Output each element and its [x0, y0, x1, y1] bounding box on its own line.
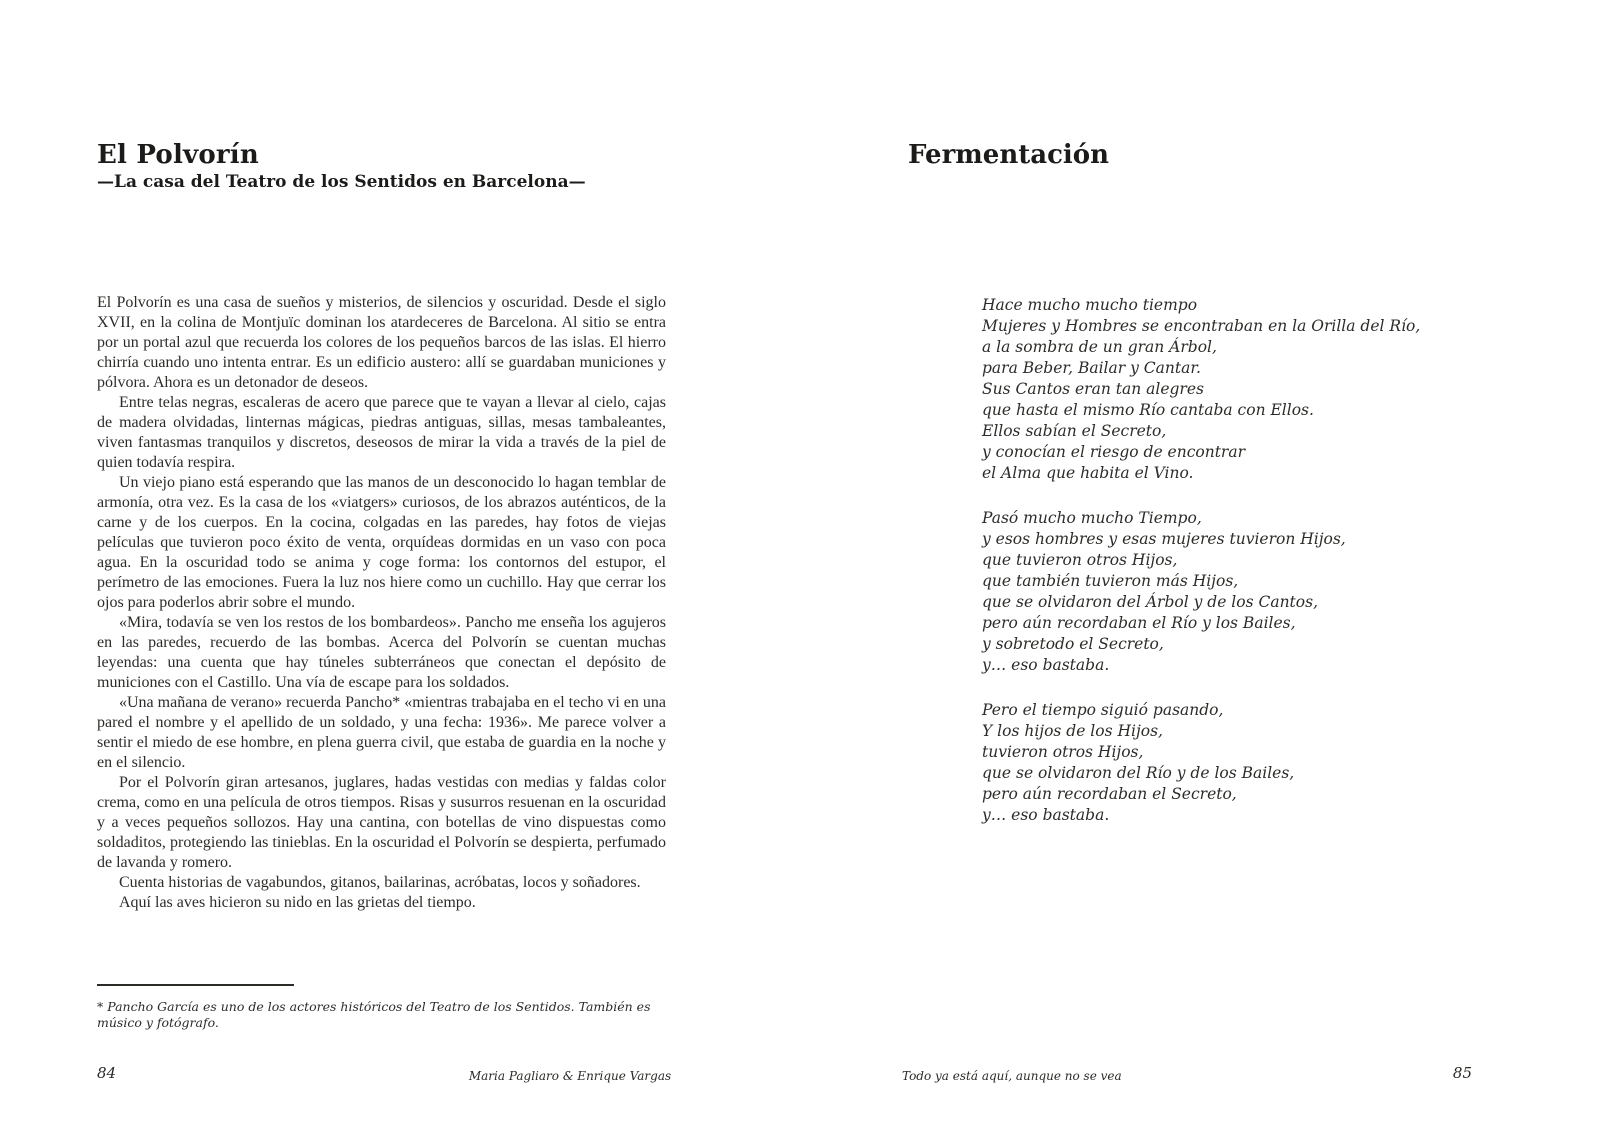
footnote-rule	[97, 984, 294, 986]
poem-line: Pero el tiempo siguió pasando,	[982, 701, 1224, 719]
poem-line: el Alma que habita el Vino.	[982, 464, 1194, 482]
poem-line: Mujeres y Hombres se encontraban en la Orilla del Río,	[982, 317, 1421, 335]
poem-line: Pasó mucho mucho Tiempo,	[982, 509, 1202, 527]
left-page-body	[97, 293, 666, 913]
left-page-subtitle: —La casa del Teatro de los Sentidos en Barcelona—	[97, 172, 586, 192]
right-page-number: 85	[1452, 1064, 1472, 1082]
body-paragraph: Por el Polvorín giran artesanos, juglares, hadas vestidas con medias y faldas color crema, como en una película de otros tiempos. Risas y susurros resuenan en la oscuridad y a veces pequeños sollozos. Hay una cantina, con botellas de vino dispuestas como soldaditos, protegiendo las tinieblas. En la oscuridad el Polvorín se despierta, perfumado de lavanda y romero.	[97, 774, 666, 871]
body-paragraph: Un viejo piano está esperando que las manos de un desconocido lo hagan temblar de armonía, otra vez. Es la casa de los «viatgers» curiosos, de los abrazos auténticos, de la carne y de los cuerpos. En la cocina, colgadas en las paredes, hay fotos de viejas películas que tuvieron poco éxito de venta, orquídeas dormidas en un vaso con poca agua. En la oscuridad todo se anima y coge forma: los contornos del estupor, el perímetro de las emociones. Fuera la luz nos hiere como un cuchillo. Hay que cerrar los ojos para poderlos abrir sobre el mundo.	[97, 474, 666, 611]
poem-line: a la sombra de un gran Árbol,	[982, 338, 1217, 356]
body-paragraph: El Polvorín es una casa de sueños y misterios, de silencios y oscuridad. Desde el siglo XVII, en la colina de Montjuïc dominan los atardeceres de Barcelona. Al sitio se entra por un portal azul que recuerda los colores de los pequeños barcos de las islas. El hierro chirría cuando uno intenta entrar. Es un edificio austero: allí se guardaban municiones y pólvora. Ahora es un detonador de deseos.	[97, 294, 666, 391]
poem-line: Hace mucho mucho tiempo	[982, 296, 1198, 314]
body-paragraph: «Mira, todavía se ven los restos de los bombardeos». Pancho me enseña los agujeros en las paredes, recuerdo de las bombas. Acerca del Polvorín se cuentan muchas leyendas: una cuenta que hay túneles subterráneos que conectan el depósito de municiones con el Castillo. Una vía de escape para los soldados.	[97, 614, 666, 691]
poem-line: que también tuvieron más Hijos,	[982, 572, 1239, 590]
poem-line: Sus Cantos eran tan alegres	[982, 380, 1204, 398]
poem-line: que se olvidaron del Árbol y de los Cantos,	[982, 593, 1318, 611]
poem-stanza-1	[982, 295, 1502, 484]
right-page-title: Fermentación	[908, 140, 1110, 170]
poem-line: pero aún recordaban el Secreto,	[982, 785, 1237, 803]
poem-stanza-3	[982, 700, 1502, 826]
poem-line: que se olvidaron del Río y de los Bailes,	[982, 764, 1295, 782]
left-page-number: 84	[97, 1064, 117, 1082]
left-page-title: El Polvorín	[97, 140, 259, 170]
footnote: * Pancho García es uno de los actores históricos del Teatro de los Sentidos. También es músico y fotógrafo.	[97, 999, 651, 1030]
body-paragraph: Entre telas negras, escaleras de acero que parece que te vayan a llevar al cielo, cajas de madera olvidadas, linternas mágicas, piedras antiguas, sillas, mesas tambaleantes, viven fantasmas tranquilos y discretos, deseosos de mirar la vida a través de la piel de quien todavía respira.	[97, 394, 666, 471]
left-page-header	[97, 140, 677, 193]
right-page	[800, 0, 1600, 1148]
left-running-footer: Maria Pagliaro & Enrique Vargas	[468, 1069, 672, 1083]
poem-stanza-2	[982, 508, 1502, 676]
poem-line: y… eso bastaba.	[982, 806, 1110, 824]
poem-line: Y los hijos de los Hijos,	[982, 722, 1163, 740]
body-paragraph: Cuenta historias de vagabundos, gitanos, bailarinas, acróbatas, locos y soñadores.	[119, 874, 641, 891]
poem-line: y sobretodo el Secreto,	[982, 635, 1164, 653]
body-paragraph: Aquí las aves hicieron su nido en las grietas del tiempo.	[119, 894, 476, 911]
poem-line: para Beber, Bailar y Cantar.	[982, 359, 1201, 377]
poem-line: que tuvieron otros Hijos,	[982, 551, 1178, 569]
poem-line: y esos hombres y esas mujeres tuvieron Hijos,	[982, 530, 1346, 548]
poem-line: pero aún recordaban el Río y los Bailes,	[982, 614, 1296, 632]
poem-line: tuvieron otros Hijos,	[982, 743, 1144, 761]
right-running-footer: Todo ya está aquí, aunque no se vea	[902, 1069, 1122, 1083]
poem-line: y… eso bastaba.	[982, 656, 1110, 674]
poem-line: Ellos sabían el Secreto,	[982, 422, 1167, 440]
poem	[982, 295, 1502, 850]
poem-line: y conocían el riesgo de encontrar	[982, 443, 1245, 461]
poem-line: que hasta el mismo Río cantaba con Ellos.	[982, 401, 1314, 419]
body-paragraph: «Una mañana de verano» recuerda Pancho* «mientras trabajaba en el techo vi en una pared el nombre y el apellido de un soldado, y una fecha: 1936». Me parece volver a sentir el miedo de ese hombre, en plena guerra civil, que estaba de guardia en la noche y en el silencio.	[97, 694, 666, 771]
